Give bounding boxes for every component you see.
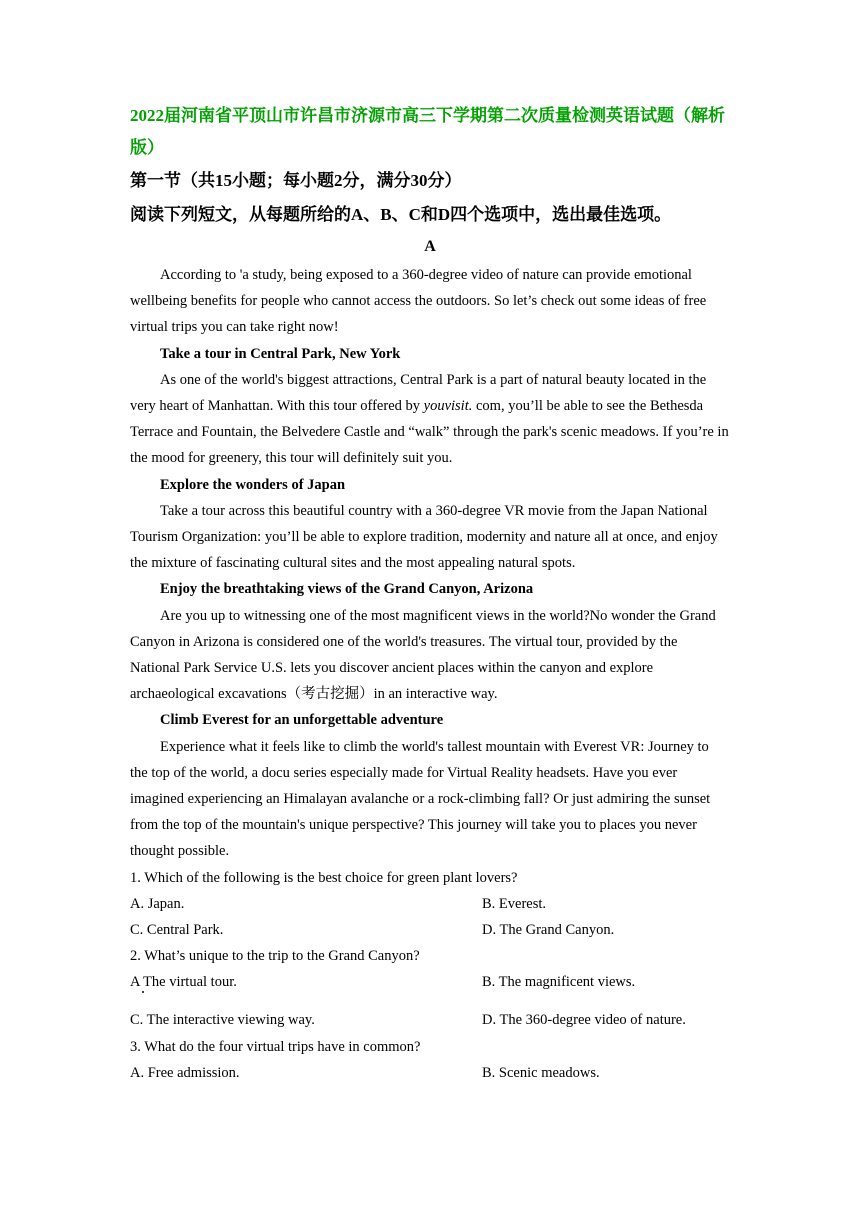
paragraph-grand-canyon: Are you up to witnessing one of the most magnificent views in the world?No wonder the Grand Canyon in Arizona is considered one of the world's treasures. The virtual tour, provided by the National Park Service U.S. lets you discover ancient places within the canyon and explore archaeological excavations（考古挖掘）in an interactive way. [130, 607, 716, 703]
question-2-options [130, 1007, 730, 1033]
section-heading-central-park: Take a tour in Central Park, New York [160, 345, 401, 362]
website-name: youvisit. [423, 398, 473, 415]
option-a: A The virtual tour. [130, 969, 482, 1007]
document-content [130, 100, 730, 1086]
option-a: A. Free admission. [130, 1064, 240, 1081]
section-heading-everest: Climb Everest for an unforgettable adventure [160, 712, 444, 729]
paragraph-text: As one of the world's biggest attractions, Central Park is a part of natural beauty located in the very heart of Manhattan. With this tour offered by [130, 371, 707, 415]
paragraph-japan: Take a tour across this beautiful country with a 360-degree VR movie from the Japan National Tourism Organization: you’ll be able to explore tradition, modernity and nature all at once, and enjoy the mixture of fascinating cultural sites and the most appealing natural spots. [130, 502, 718, 572]
question-1-options [130, 891, 730, 917]
option-a: A. Japan. [130, 895, 185, 912]
option-b: B. Scenic meadows. [482, 1064, 600, 1081]
paragraph-central-park [130, 367, 730, 472]
section-heading-grand-canyon: Enjoy the breathtaking views of the Grand Canyon, Arizona [160, 581, 534, 598]
question-3: 3. What do the four virtual trips have in common? [130, 1038, 421, 1055]
option-b: B. The magnificent views. [482, 974, 636, 991]
question-1-options [130, 917, 730, 943]
question-2: 2. What’s unique to the trip to the Grand Canyon? [130, 948, 420, 965]
passage-letter: A [424, 238, 436, 255]
option-d: D. The 360-degree video of nature. [482, 1012, 686, 1029]
paragraph-text: com, you’ll be able to see the Bethesda Terrace and Fountain, the Belvedere Castle and “walk” through the park's scenic meadows. If you’re in the mood for greenery, this tour will definitely suit you. [130, 398, 729, 467]
option-b: B. Everest. [482, 895, 547, 912]
question-1: 1. Which of the following is the best choice for green plant lovers? [130, 869, 518, 886]
section-heading: 第一节（共15小题；每小题2分，满分30分） [130, 171, 462, 190]
exam-title: 2022届河南省平顶山市许昌市济源市高三下学期第二次质量检测英语试题（解析版） [130, 106, 725, 157]
option-c: C. The interactive viewing way. [130, 1012, 315, 1029]
instruction-text: 阅读下列短文，从每题所给的A、B、C和D四个选项中，选出最佳选项。 [130, 205, 672, 224]
option-c: C. Central Park. [130, 922, 224, 939]
option-d: D. The Grand Canyon. [482, 922, 615, 939]
section-heading-japan: Explore the wonders of Japan [160, 476, 346, 493]
question-2-options [130, 969, 730, 1007]
passage-intro: According to 'a study, being exposed to a 360-degree video of nature can provide emotional wellbeing benefits for people who cannot access the outdoors. So let’s check out some ideas of free virtual trips you can take right now! [130, 267, 707, 336]
question-3-options [130, 1060, 730, 1086]
paragraph-everest: Experience what it feels like to climb the world's tallest mountain with Everest VR: Journey to the top of the world, a docu series especially made for Virtual Reality headsets. Have you ever imagined experiencing an Himalayan avalanche or a rock-climbing fall? Or just admiring the sunset from the top of the mountain's unique perspective? This journey will take you to places you never thought possible. [130, 738, 711, 860]
